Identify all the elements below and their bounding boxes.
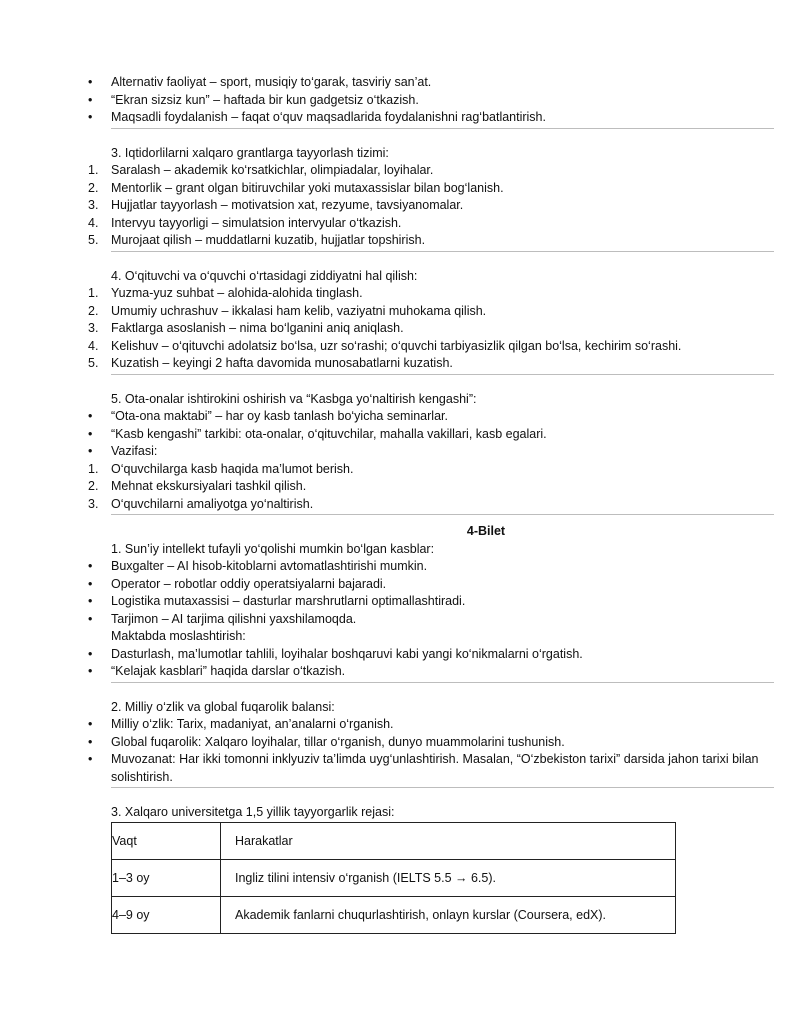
bullet-marker: • <box>88 664 93 678</box>
spacer <box>88 375 774 391</box>
list-item <box>88 109 774 127</box>
list-item <box>88 408 774 426</box>
spacer <box>88 252 774 268</box>
list-item <box>88 461 774 479</box>
list-item-text: Tarjimon – AI tarjima qilishni yaxshilamoqda. <box>111 611 357 626</box>
number-marker: 3. <box>88 496 99 511</box>
section-heading <box>88 391 774 409</box>
number-marker: 1. <box>88 163 99 177</box>
section-parents <box>88 391 774 514</box>
bullet-marker: • <box>88 646 93 661</box>
table-cell: 4–9 oy <box>112 896 221 933</box>
list-item <box>88 355 774 373</box>
table-cell: Akademik fanlarni chuqurlashtirish, onlayn kurslar (Coursera, edX). <box>221 896 676 933</box>
section-ai-professions <box>88 541 774 681</box>
number-marker: 4. <box>88 338 99 353</box>
spacer <box>88 683 774 699</box>
list-item-text: Saralash – akademik ko‘rsatkichlar, olimpiadalar, loyihalar. <box>111 163 434 177</box>
list-item-text: Umumiy uchrashuv – ikkalasi ham kelib, vaziyatni muhokama qilish. <box>111 303 487 318</box>
section-heading-text: 5. Ota-onalar ishtirokini oshirish va “Kasbga yo‘naltirish kengashi”: <box>111 391 477 406</box>
list-item <box>88 496 774 514</box>
table-row <box>112 859 676 896</box>
list-item-text: “Ekran sizsiz kun” – haftada bir kun gadgetsiz o‘tkazish. <box>111 92 419 107</box>
list-item <box>88 646 774 664</box>
list-item-text: Operator – robotlar oddiy operatsiyalarni bajaradi. <box>111 576 387 591</box>
number-marker: 1. <box>88 461 99 476</box>
list-item-text: O‘quvchilarga kasb haqida ma’lumot berish. <box>111 461 354 476</box>
section-heading-text: 1. Sun’iy intellekt tufayli yo‘qolishi mumkin bo‘lgan kasblar: <box>111 541 435 556</box>
bullet-marker: • <box>88 752 93 766</box>
list-item <box>88 478 774 496</box>
spacer <box>88 788 774 804</box>
list-item-text: Muvozanat: Har ikki tomonni inklyuziv ta’limda uyg‘unlashtirish. Masalan, “O‘zbekiston tarixi” darsida jahon tarixi bilan solishtirish. <box>111 752 759 784</box>
bullet-marker: • <box>88 576 93 591</box>
list-item <box>88 232 774 250</box>
list-item-text: Yuzma-yuz suhbat – alohida-alohida tinglash. <box>111 286 363 300</box>
list-item-text: Faktlarga asoslanish – nima bo‘lganini aniq aniqlash. <box>111 321 404 335</box>
list-item <box>88 751 774 786</box>
list-item <box>88 197 774 215</box>
list-item <box>88 576 774 594</box>
list-item <box>88 303 774 321</box>
list-item-text: Logistika mutaxassisi – dasturlar marshrutlarni optimallashtiradi. <box>111 594 466 608</box>
bilet-title: 4-Bilet <box>466 524 506 538</box>
list-item-text: Hujjatlar tayyorlash – motivatsion xat, rezyume, tavsiyanomalar. <box>111 198 464 212</box>
list-item-text: Mehnat ekskursiyalari tashkil qilish. <box>111 479 307 493</box>
bullet-marker: • <box>88 409 93 423</box>
list-item <box>88 593 774 611</box>
number-marker: 1. <box>88 286 99 300</box>
section-heading-text: 4. O‘qituvchi va o‘quvchi o‘rtasidagi ziddiyatni hal qilish: <box>111 268 418 283</box>
list-item-text: Maqsadli foydalanish – faqat o‘quv maqsadlarida foydalanishni rag‘batlantirish. <box>111 110 546 124</box>
section-identity <box>88 699 774 787</box>
list-item <box>88 320 774 338</box>
table-cell: Ingliz tilini intensiv o‘rganish (IELTS 5.5 → 6.5). <box>221 859 676 896</box>
list-item-text: Murojaat qilish – muddatlarni kuzatib, hujjatlar topshirish. <box>111 233 426 247</box>
number-marker: 2. <box>88 180 99 195</box>
list-item <box>88 663 774 681</box>
list-item <box>88 92 774 110</box>
list-item-text: Dasturlash, ma’lumotlar tahlili, loyihalar boshqaruvi kabi yangi ko‘nikmalarni o‘rgatish. <box>111 646 583 661</box>
bullet-marker: • <box>88 734 93 749</box>
bullet-marker: • <box>88 594 93 608</box>
list-item <box>88 611 774 629</box>
alternatives-list <box>88 74 774 127</box>
list-item-text: Kuzatish – keyingi 2 hafta davomida munosabatlarni kuzatish. <box>111 356 453 370</box>
list-item <box>88 558 774 576</box>
section-university-plan <box>88 804 774 934</box>
list-item-text: “Kasb kengashi” tarkibi: ota-onalar, o‘qituvchilar, mahalla vakillari, kasb egalari. <box>111 426 547 441</box>
list-item-text: Alternativ faoliyat – sport, musiqiy to‘garak, tasviriy san’at. <box>111 75 432 89</box>
list-item <box>88 734 774 752</box>
section-heading-text: 3. Xalqaro universitetga 1,5 yillik tayyorgarlik rejasi: <box>111 805 395 819</box>
table-header-row <box>112 822 676 859</box>
table-cell: 1–3 oy <box>112 859 221 896</box>
bullet-marker: • <box>88 92 93 107</box>
table-header-cell: Vaqt <box>112 822 221 859</box>
section-heading <box>88 541 774 559</box>
number-marker: 3. <box>88 198 99 212</box>
plan-table <box>111 822 676 934</box>
bullet-marker: • <box>88 426 93 441</box>
bullet-marker: • <box>88 611 93 626</box>
section-heading-text: 3. Iqtidorlilarni xalqaro grantlarga tayyorlash tizimi: <box>111 145 389 160</box>
list-item-text: O‘quvchilarni amaliyotga yo‘naltirish. <box>111 496 314 511</box>
spacer <box>88 515 774 523</box>
section-heading <box>88 268 774 286</box>
number-marker: 5. <box>88 356 99 370</box>
list-item-text: Milliy o‘zlik: Tarix, madaniyat, an’analarni o‘rganish. <box>111 717 394 731</box>
list-item-text: “Kelajak kasblari” haqida darslar o‘tkazish. <box>111 664 346 678</box>
number-marker: 5. <box>88 233 99 247</box>
section-conflict <box>88 268 774 373</box>
bullet-marker: • <box>88 559 93 573</box>
section-heading <box>88 804 774 822</box>
list-item <box>88 338 774 356</box>
list-item-text: Kelishuv – o‘qituvchi adolatsiz bo‘lsa, uzr so‘rashi; o‘quvchi tarbiyasizlik qilgan bo‘lsa, kechirim so‘rashi. <box>111 338 682 353</box>
sub-heading-text: Maktabda moslashtirish: <box>111 629 246 643</box>
list-item <box>88 443 774 461</box>
list-item-text: Intervyu tayyorligi – simulatsion intervyular o‘tkazish. <box>111 215 402 230</box>
bullet-marker: • <box>88 75 93 89</box>
section-heading <box>88 145 774 163</box>
list-item-text: Mentorlik – grant olgan bitiruvchilar yoki mutaxassislar bilan bog‘lanish. <box>111 180 504 195</box>
list-item-text: Global fuqarolik: Xalqaro loyihalar, tillar o‘rganish, dunyo muammolarini tushunish. <box>111 734 565 749</box>
number-marker: 2. <box>88 479 99 493</box>
list-item <box>88 285 774 303</box>
list-item-text: “Ota-ona maktabi” – har oy kasb tanlash bo‘yicha seminarlar. <box>111 409 448 423</box>
bullet-marker: • <box>88 444 93 458</box>
list-item <box>88 426 774 444</box>
section-heading <box>88 699 774 717</box>
number-marker: 3. <box>88 321 99 335</box>
table-row <box>112 896 676 933</box>
list-item <box>88 74 774 92</box>
section-heading-text: 2. Milliy o‘zlik va global fuqarolik balansi: <box>111 699 335 714</box>
section-grants <box>88 145 774 250</box>
bullet-marker: • <box>88 717 93 731</box>
bullet-marker: • <box>88 110 93 124</box>
list-item <box>88 215 774 233</box>
sub-heading <box>88 628 774 646</box>
table-header-cell: Harakatlar <box>221 822 676 859</box>
spacer <box>88 129 774 145</box>
list-item-text: Vazifasi: <box>111 444 158 458</box>
list-item-text: Buxgalter – AI hisob-kitoblarni avtomatlashtirishi mumkin. <box>111 559 428 573</box>
list-item <box>88 716 774 734</box>
number-marker: 2. <box>88 303 99 318</box>
list-item <box>88 162 774 180</box>
document-content <box>88 74 774 934</box>
number-marker: 4. <box>88 215 99 230</box>
list-item <box>88 180 774 198</box>
